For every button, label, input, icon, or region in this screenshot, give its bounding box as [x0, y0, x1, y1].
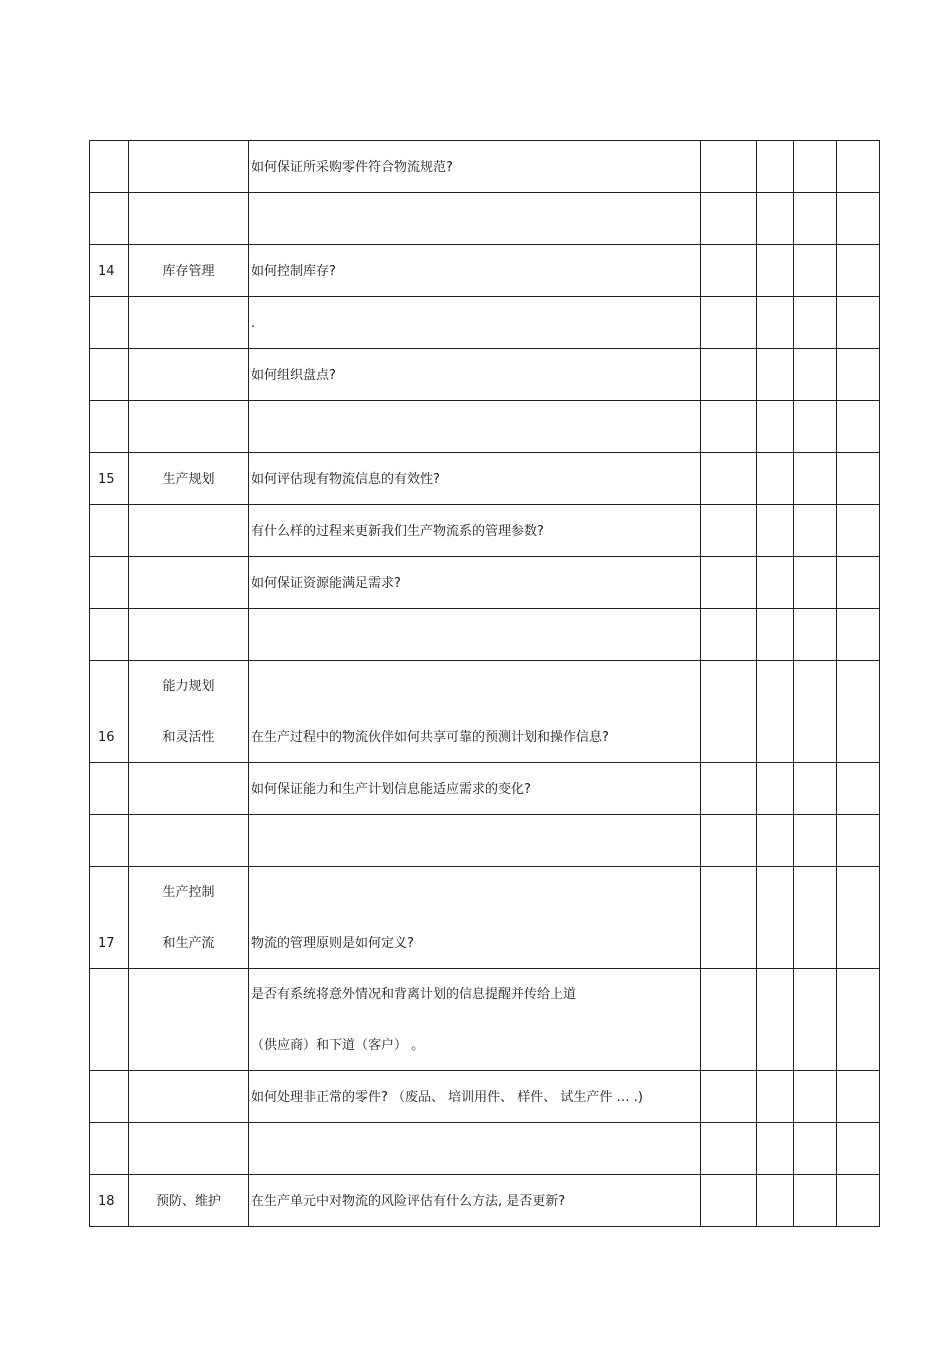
category-cell [129, 1071, 249, 1123]
question-text: 如何保证能力和生产计划信息能适应需求的变化? [251, 782, 531, 797]
score-cell [837, 193, 880, 245]
item-number-cell [90, 453, 129, 505]
score-cell [794, 969, 837, 1071]
score-cell [701, 557, 757, 609]
score-cell [837, 297, 880, 349]
category-cell [129, 815, 249, 867]
question-cell [249, 245, 701, 297]
score-cell [794, 661, 837, 763]
table-row [90, 815, 880, 867]
category-cell [129, 505, 249, 557]
score-cell [701, 815, 757, 867]
score-cell [837, 1071, 880, 1123]
category-cell [129, 349, 249, 401]
question-text: 物流的管理原则是如何定义? [251, 936, 414, 951]
question-cell [249, 193, 701, 245]
score-cell [837, 557, 880, 609]
question-cell [249, 505, 701, 557]
question-cell [249, 661, 701, 763]
score-cell [701, 453, 757, 505]
item-number-cell [90, 141, 129, 193]
score-cell [701, 1123, 757, 1175]
checklist-table [89, 140, 880, 1227]
item-number-cell [90, 1123, 129, 1175]
score-cell [701, 297, 757, 349]
score-cell [837, 349, 880, 401]
item-number-cell [90, 401, 129, 453]
table-row [90, 1071, 880, 1123]
score-cell [757, 1123, 794, 1175]
score-cell [757, 815, 794, 867]
table-row [90, 505, 880, 557]
question-cell [249, 1123, 701, 1175]
question-text: 如何评估现有物流信息的有效性? [251, 472, 440, 487]
question-text: 在生产单元中对物流的风险评估有什么方法, 是否更新? [251, 1194, 566, 1209]
table-row [90, 557, 880, 609]
item-number-cell [90, 245, 129, 297]
question-cell [249, 453, 701, 505]
score-cell [837, 763, 880, 815]
category-cell [129, 609, 249, 661]
category-label: 库存管理 [162, 264, 215, 279]
score-cell [757, 349, 794, 401]
item-number-cell [90, 1071, 129, 1123]
table-row [90, 661, 880, 763]
score-cell [794, 1123, 837, 1175]
score-cell [757, 1175, 794, 1227]
score-cell [837, 1123, 880, 1175]
category-cell [129, 557, 249, 609]
score-cell [794, 401, 837, 453]
question-text: 如何保证所采购零件符合物流规范? [251, 160, 453, 175]
question-cell [249, 297, 701, 349]
category-label: 生产规划 [162, 472, 215, 487]
score-cell [794, 557, 837, 609]
question-text: 在生产过程中的物流伙伴如何共享可靠的预测计划和操作信息? [251, 730, 609, 745]
item-number: 18 [98, 1194, 115, 1209]
category-label: 生产控制 [162, 885, 215, 900]
question-cell [249, 557, 701, 609]
question-cell [249, 609, 701, 661]
score-cell [837, 815, 880, 867]
score-cell [701, 401, 757, 453]
score-cell [794, 349, 837, 401]
category-cell [129, 969, 249, 1071]
score-cell [757, 193, 794, 245]
score-cell [794, 1071, 837, 1123]
table-row [90, 1175, 880, 1227]
score-cell [837, 141, 880, 193]
question-cell [249, 141, 701, 193]
score-cell [757, 969, 794, 1071]
question-cell [249, 763, 701, 815]
category-cell [129, 1175, 249, 1227]
item-number: 16 [98, 730, 115, 745]
table-row [90, 245, 880, 297]
category-cell [129, 297, 249, 349]
question-cell [249, 969, 701, 1071]
score-cell [837, 1175, 880, 1227]
score-cell [701, 969, 757, 1071]
item-number-cell [90, 867, 129, 969]
score-cell [794, 1175, 837, 1227]
item-number-cell [90, 1175, 129, 1227]
score-cell [837, 245, 880, 297]
score-cell [794, 815, 837, 867]
question-text: 如何处理非正常的零件? （废品、 培训用件、 样件、 试生产件 … .) [251, 1090, 643, 1105]
category-cell [129, 1123, 249, 1175]
category-label-line2: 和灵活性 [162, 730, 215, 745]
score-cell [701, 349, 757, 401]
score-cell [701, 141, 757, 193]
score-cell [757, 297, 794, 349]
question-text: 如何保证资源能满足需求? [251, 576, 401, 591]
score-cell [701, 245, 757, 297]
item-number-cell [90, 661, 129, 763]
table-row [90, 453, 880, 505]
score-cell [701, 661, 757, 763]
question-cell [249, 1175, 701, 1227]
question-text-line2: （供应商）和下道（客户） 。 [251, 1038, 425, 1053]
score-cell [794, 141, 837, 193]
question-cell [249, 1071, 701, 1123]
score-cell [794, 763, 837, 815]
score-cell [794, 505, 837, 557]
table-row [90, 141, 880, 193]
score-cell [757, 763, 794, 815]
score-cell [701, 1175, 757, 1227]
score-cell [837, 401, 880, 453]
item-number-cell [90, 193, 129, 245]
item-number: 15 [98, 472, 115, 487]
question-cell [249, 349, 701, 401]
category-cell [129, 661, 249, 763]
score-cell [837, 453, 880, 505]
table-row [90, 969, 880, 1071]
item-number-cell [90, 763, 129, 815]
item-number: 14 [98, 264, 115, 279]
table-row [90, 1123, 880, 1175]
item-number: 17 [98, 936, 115, 951]
score-cell [701, 505, 757, 557]
score-cell [794, 867, 837, 969]
score-cell [701, 193, 757, 245]
table-row [90, 763, 880, 815]
item-number-cell [90, 815, 129, 867]
question-cell [249, 401, 701, 453]
category-cell [129, 245, 249, 297]
category-label-line2: 和生产流 [162, 936, 215, 951]
score-cell [757, 609, 794, 661]
score-cell [794, 609, 837, 661]
table-row [90, 349, 880, 401]
score-cell [757, 401, 794, 453]
score-cell [837, 969, 880, 1071]
score-cell [794, 453, 837, 505]
question-cell [249, 867, 701, 969]
question-text: 有什么样的过程来更新我们生产物流系的管理参数? [251, 524, 544, 539]
score-cell [837, 867, 880, 969]
category-label: 预防、维护 [155, 1194, 221, 1209]
score-cell [837, 609, 880, 661]
item-number-cell [90, 349, 129, 401]
score-cell [757, 505, 794, 557]
item-number-cell [90, 557, 129, 609]
category-cell [129, 867, 249, 969]
item-number-cell [90, 609, 129, 661]
item-number-cell [90, 969, 129, 1071]
score-cell [757, 867, 794, 969]
table-row [90, 297, 880, 349]
category-cell [129, 453, 249, 505]
question-text: 如何组织盘点? [251, 368, 336, 383]
score-cell [837, 505, 880, 557]
score-cell [794, 193, 837, 245]
item-number-cell [90, 505, 129, 557]
score-cell [757, 245, 794, 297]
question-cell [249, 815, 701, 867]
score-cell [757, 1071, 794, 1123]
category-cell [129, 763, 249, 815]
score-cell [837, 661, 880, 763]
score-cell [757, 557, 794, 609]
score-cell [701, 1071, 757, 1123]
category-label: 能力规划 [162, 679, 215, 694]
score-cell [757, 141, 794, 193]
score-cell [757, 453, 794, 505]
score-cell [794, 297, 837, 349]
score-cell [794, 245, 837, 297]
score-cell [701, 763, 757, 815]
score-cell [701, 867, 757, 969]
category-cell [129, 401, 249, 453]
score-cell [701, 609, 757, 661]
question-text: . [251, 316, 256, 331]
table-row [90, 609, 880, 661]
table-row [90, 193, 880, 245]
table-row [90, 867, 880, 969]
item-number-cell [90, 297, 129, 349]
category-cell [129, 141, 249, 193]
score-cell [757, 661, 794, 763]
table-row [90, 401, 880, 453]
question-text: 如何控制库存? [251, 264, 336, 279]
category-cell [129, 193, 249, 245]
question-text: 是否有系统将意外情况和背离计划的信息提醒并传给上道 [251, 987, 577, 1002]
